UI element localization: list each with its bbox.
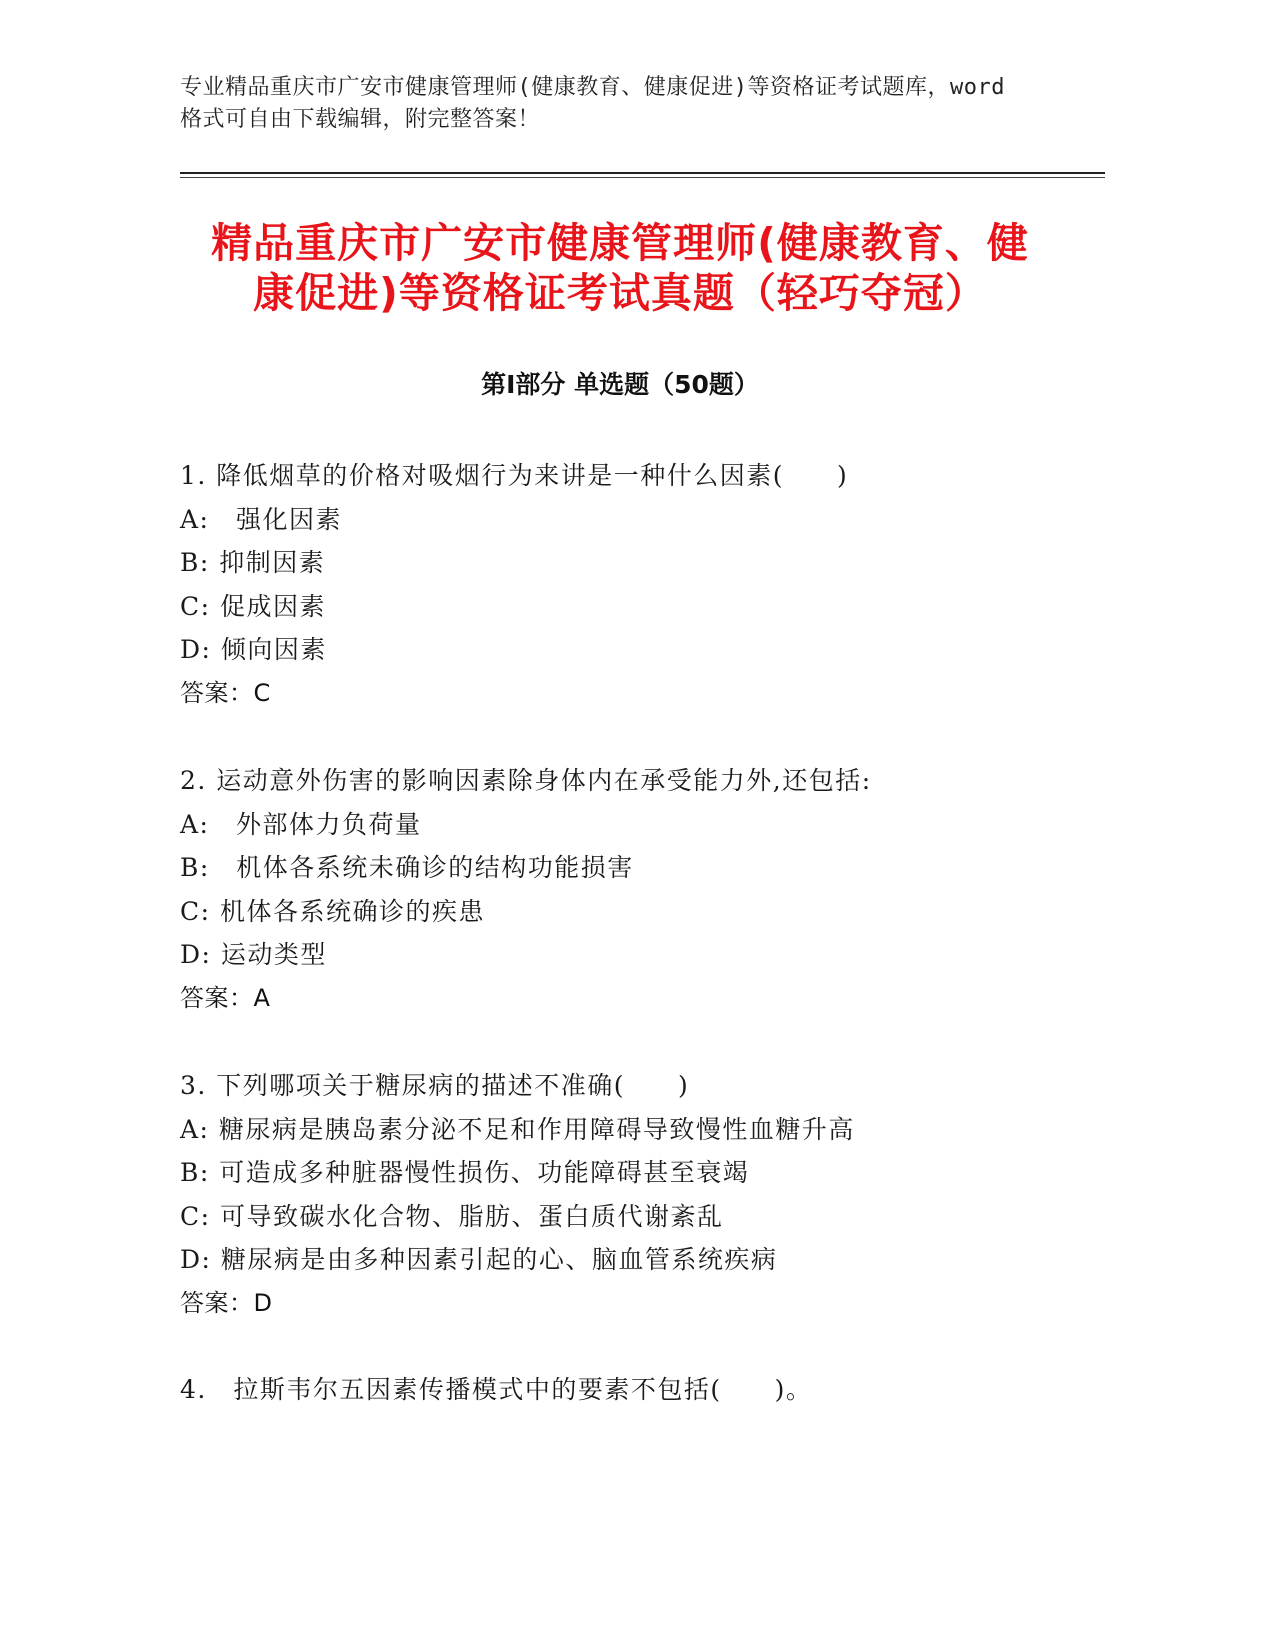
header-rule-thin bbox=[180, 177, 1105, 178]
question-stem: 1. 降低烟草的价格对吸烟行为来讲是一种什么因素( ) bbox=[180, 461, 849, 490]
question-3 bbox=[180, 1064, 1080, 1325]
answer: 答案：D bbox=[180, 1288, 273, 1317]
document-title bbox=[180, 218, 1060, 318]
header-note bbox=[180, 72, 1060, 136]
section-heading: 第Ⅰ部分 单选题（50题） bbox=[481, 370, 759, 399]
header-rule-thick bbox=[180, 172, 1105, 174]
option-d: D: 糖尿病是由多种因素引起的心、脑血管系统疾病 bbox=[180, 1245, 778, 1274]
answer: 答案：C bbox=[180, 678, 271, 707]
option-a: A: 强化因素 bbox=[180, 504, 342, 534]
option-c: C: 可导致碳水化合物、脂肪、蛋白质代谢紊乱 bbox=[180, 1201, 724, 1231]
document-title-line-1: 精品重庆市广安市健康管理师(健康教育、健 bbox=[211, 219, 1029, 267]
question-1 bbox=[180, 454, 1080, 715]
option-d: D: 倾向因素 bbox=[180, 635, 327, 664]
option-b: B: 机体各系统未确诊的结构功能损害 bbox=[180, 853, 634, 882]
option-d: D: 运动类型 bbox=[180, 940, 327, 969]
question-stem: 2. 运动意外伤害的影响因素除身体内在承受能力外,还包括: bbox=[180, 766, 872, 795]
question-2 bbox=[180, 759, 1080, 1020]
question-stem: 3. 下列哪项关于糖尿病的描述不准确( ) bbox=[180, 1071, 690, 1100]
header-note-line-1: 专业精品重庆市广安市健康管理师(健康教育、健康促进)等资格证考试题库，word bbox=[180, 75, 1005, 100]
question-4 bbox=[180, 1368, 1080, 1412]
option-c: C: 机体各系统确诊的疾患 bbox=[180, 896, 485, 926]
option-b: B: 可造成多种脏器慢性损伤、功能障碍甚至衰竭 bbox=[180, 1158, 750, 1187]
option-a: A: 外部体力负荷量 bbox=[180, 809, 422, 839]
option-c: C: 促成因素 bbox=[180, 591, 326, 621]
question-stem: 4. 拉斯韦尔五因素传播模式中的要素不包括( )。 bbox=[180, 1375, 813, 1404]
option-a: A: 糖尿病是胰岛素分泌不足和作用障碍导致慢性血糖升高 bbox=[180, 1114, 855, 1144]
document-title-line-2: 康促进)等资格证考试真题（轻巧夺冠） bbox=[253, 269, 987, 317]
option-b: B: 抑制因素 bbox=[180, 548, 326, 577]
header-note-line-2: 格式可自由下载编辑，附完整答案！ bbox=[180, 107, 541, 132]
answer: 答案：A bbox=[180, 983, 271, 1012]
